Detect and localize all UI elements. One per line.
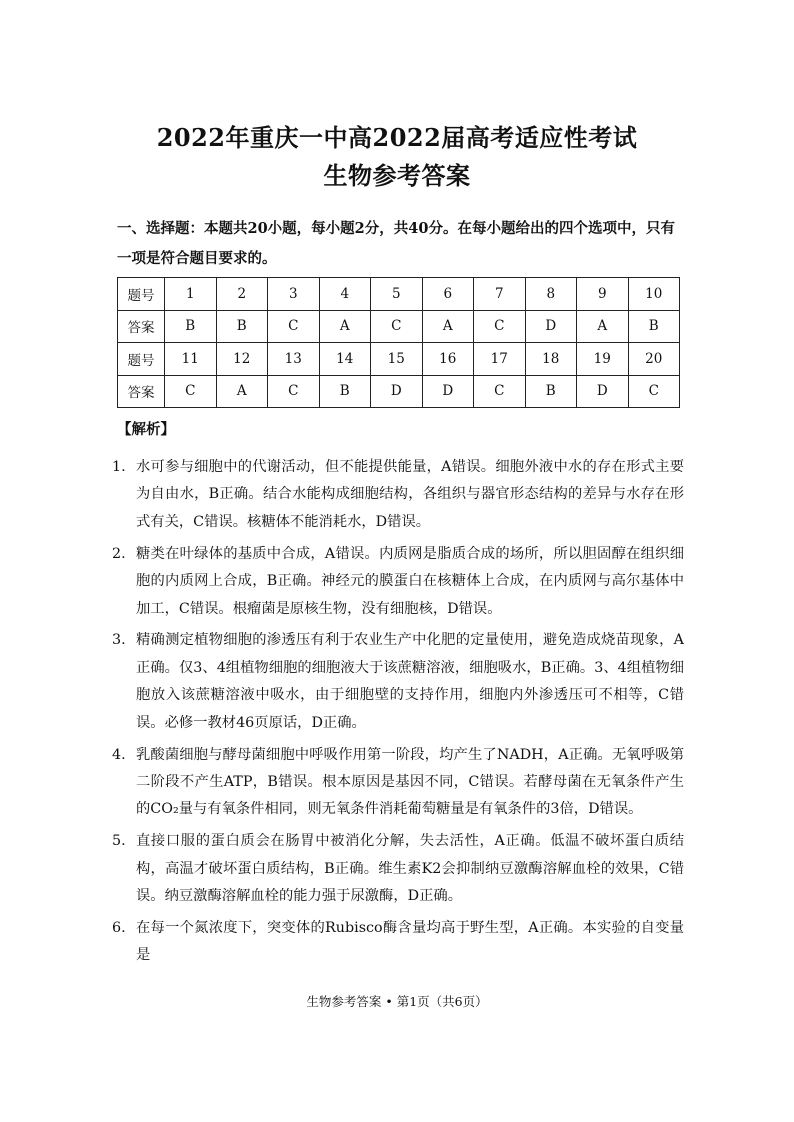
answer-table-cell: 2 xyxy=(216,278,268,311)
answer-table-cell: 15 xyxy=(371,343,423,376)
document-subtitle: 生物参考答案 xyxy=(323,161,471,190)
answer-table-cell: C xyxy=(628,375,680,408)
explanation-item xyxy=(112,627,684,737)
answer-table-row-header: 题号 xyxy=(118,278,165,311)
document-title: 2022年重庆一中高2022届高考适应性考试 xyxy=(156,123,638,152)
explanation-item xyxy=(112,915,684,970)
explanation-item xyxy=(112,828,684,910)
analysis-label: 【解析】 xyxy=(117,421,175,438)
answer-table-cell: 13 xyxy=(268,343,320,376)
item-text: 在每一个氮浓度下，突变体的Rubisco酶含量均高于野生型，A正确。本实验的自变量是 xyxy=(136,920,684,964)
item-number: 5. xyxy=(112,833,126,850)
answer-table-cell: B xyxy=(216,310,268,343)
answer-table-cell: 19 xyxy=(577,343,629,376)
answer-table-cell: 12 xyxy=(216,343,268,376)
answer-table-cell: B xyxy=(525,375,577,408)
answer-table-cell: D xyxy=(525,310,577,343)
answer-table-cell: C xyxy=(474,310,526,343)
answer-table-row xyxy=(118,278,680,311)
answer-table-cell: 18 xyxy=(525,343,577,376)
answer-table-cell: A xyxy=(577,310,629,343)
page-footer: 生物参考答案 • 第1页（共6页） xyxy=(306,994,488,1009)
item-number: 4. xyxy=(112,746,126,763)
answer-table-cell: 9 xyxy=(577,278,629,311)
answer-table-cell: 10 xyxy=(628,278,680,311)
answer-table-cell: C xyxy=(268,375,320,408)
answer-table-cell: D xyxy=(577,375,629,408)
item-text: 精确测定植物细胞的渗透压有利于农业生产中化肥的定量使用，避免造成烧苗现象，A正确。仅3、4组植物细胞的细胞液大于该蔗糖溶液，细胞吸水，B正确。3、4组植物细胞放入该蔗糖溶液中吸水，由于细胞壁的支持作用，细胞内外渗透压可不相等，C错误。必修一教材46页原话，D正确。 xyxy=(136,632,684,731)
answer-table-row xyxy=(118,375,680,408)
explanation-item xyxy=(112,742,684,824)
answer-table-cell: A xyxy=(422,310,474,343)
answer-table-cell: 11 xyxy=(165,343,217,376)
answer-table-cell: D xyxy=(371,375,423,408)
answer-table-cell: B xyxy=(628,310,680,343)
item-number: 3. xyxy=(112,632,126,649)
answer-table-cell: A xyxy=(319,310,371,343)
answer-table-cell: 14 xyxy=(319,343,371,376)
answer-table-cell: C xyxy=(165,375,217,408)
answer-table-cell: B xyxy=(319,375,371,408)
answer-table-row-header: 答案 xyxy=(118,310,165,343)
answer-table-cell: 16 xyxy=(422,343,474,376)
answer-table-cell: C xyxy=(371,310,423,343)
item-text: 糖类在叶绿体的基质中合成，A错误。内质网是脂质合成的场所，所以胆固醇在组织细胞的内质网上合成，B正确。神经元的膜蛋白在核糖体上合成，在内质网与高尔基体中加工，C错误。根瘤菌是原核生物，没有细胞核，D错误。 xyxy=(136,545,684,617)
explanation-list xyxy=(112,454,684,974)
answer-table-row-header: 题号 xyxy=(118,343,165,376)
answer-table-cell: B xyxy=(165,310,217,343)
answer-table-cell: 17 xyxy=(474,343,526,376)
explanation-item xyxy=(112,541,684,623)
answer-table-row xyxy=(118,343,680,376)
answer-table-cell: C xyxy=(474,375,526,408)
answer-table-cell: 20 xyxy=(628,343,680,376)
answer-table-cell: 7 xyxy=(474,278,526,311)
answer-table-cell: 1 xyxy=(165,278,217,311)
answer-table-cell: C xyxy=(268,310,320,343)
answer-table-cell: 6 xyxy=(422,278,474,311)
answer-table-cell: D xyxy=(422,375,474,408)
answer-table-row-header: 答案 xyxy=(118,375,165,408)
explanation-item xyxy=(112,454,684,536)
item-text: 乳酸菌细胞与酵母菌细胞中呼吸作用第一阶段，均产生了NADH，A正确。无氧呼吸第二阶段不产生ATP，B错误。根本原因是基因不同，C错误。若酵母菌在无氧条件产生的CO₂量与有氧条件相同，则无氧条件消耗葡萄糖量是有氧条件的3倍，D错误。 xyxy=(136,746,684,818)
answer-table-cell: A xyxy=(216,375,268,408)
answer-table xyxy=(117,277,680,408)
answer-table-cell: 3 xyxy=(268,278,320,311)
section-heading: 一、选择题：本题共20小题，每小题2分，共40分。在每小题给出的四个选项中，只有一项是符合题目要求的。 xyxy=(117,220,675,267)
item-text: 水可参与细胞中的代谢活动，但不能提供能量，A错误。细胞外液中水的存在形式主要为自由水，B正确。结合水能构成细胞结构，各组织与器官形态结构的差异与水存在形式有关，C错误。核糖体不能消耗水，D错误。 xyxy=(136,459,684,530)
answer-table-cell: 4 xyxy=(319,278,371,311)
answer-table-cell: 5 xyxy=(371,278,423,311)
item-number: 6. xyxy=(112,920,126,936)
item-text: 直接口服的蛋白质会在肠胃中被消化分解，失去活性，A正确。低温不破坏蛋白质结构，高温才破坏蛋白质结构，B正确。维生素K2会抑制纳豆激酶溶解血栓的效果，C错误。纳豆激酶溶解血栓的能力强于尿激酶，D正确。 xyxy=(136,833,684,905)
item-number: 2. xyxy=(112,545,126,562)
item-number: 1. xyxy=(112,459,126,475)
answer-table-row xyxy=(118,310,680,343)
answer-table-cell: 8 xyxy=(525,278,577,311)
